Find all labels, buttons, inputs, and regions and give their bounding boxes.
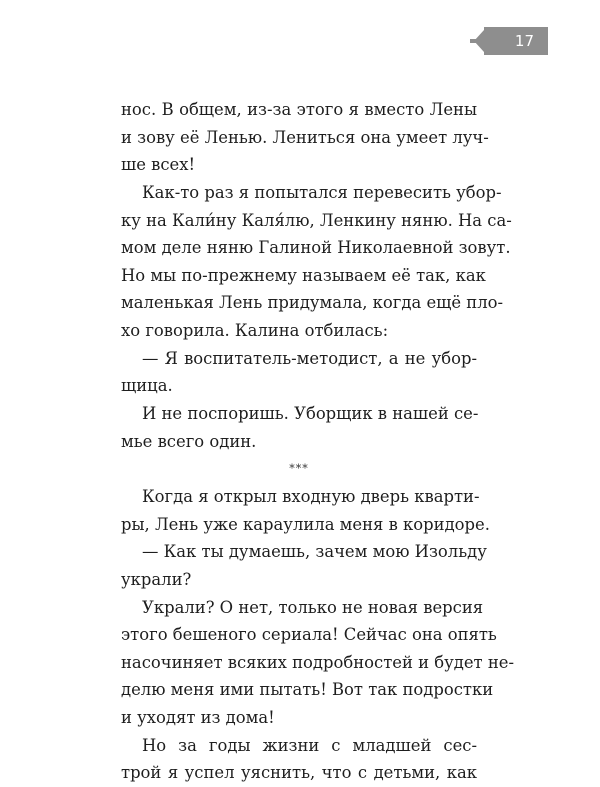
text-line: насочиняет всяких подробностей и будет не- [121, 652, 514, 672]
text-line: этого бешеного сериала! Сейчас она опять [121, 625, 497, 645]
text-line: и уходят из дома! [121, 708, 275, 728]
text-line: Украли? О нет, только не новая версия [142, 597, 484, 617]
tab-notch-line [470, 39, 480, 43]
text-line: нос. В общем, из-за этого я вместо Лены [121, 100, 477, 119]
text-line: Но мы по-прежнему называем её так, как [121, 265, 486, 285]
text-line: делю меня ими пытать! Вот так подростки [121, 680, 494, 700]
text-line: И не поспоришь. Уборщик в нашей се- [142, 404, 479, 424]
book-text [121, 96, 514, 787]
text-line: ры, Лень уже караулила меня в коридоре. [121, 514, 490, 534]
text-line: хо говорила. Калина отбилась: [121, 321, 389, 341]
text-line: Но за годы жизни с младшей сес- [142, 735, 477, 755]
text-line: — Как ты думаешь, зачем мою Изольду [142, 542, 487, 562]
text-line: щица. [121, 376, 173, 396]
text-line: и зову её Ленью. Лениться она умеет луч- [121, 127, 489, 147]
text-line: ку на Кали́ну Каля́лю, Ленкину няню. На са- [121, 210, 512, 230]
text-line: мом деле няню Галиной Николаевной зовут. [121, 238, 511, 258]
text-line: маленькая Лень придумала, когда ещё пло- [121, 293, 504, 313]
text-line: — Я воспитатель-методист, а не убор- [142, 348, 477, 368]
page-number: 17 [514, 32, 534, 50]
text-line: Как-то раз я попытался перевесить убор- [142, 182, 502, 202]
text-line: украли? [121, 569, 192, 589]
page-number-tab [484, 27, 548, 55]
text-line: мье всего один. [121, 431, 257, 451]
text-line: ше всех! [121, 155, 196, 175]
text-line: трой я успел уяснить, что с детьми, как [121, 763, 477, 783]
section-separator: *** [289, 462, 309, 476]
text-line: Когда я открыл входную дверь кварти- [142, 486, 480, 506]
